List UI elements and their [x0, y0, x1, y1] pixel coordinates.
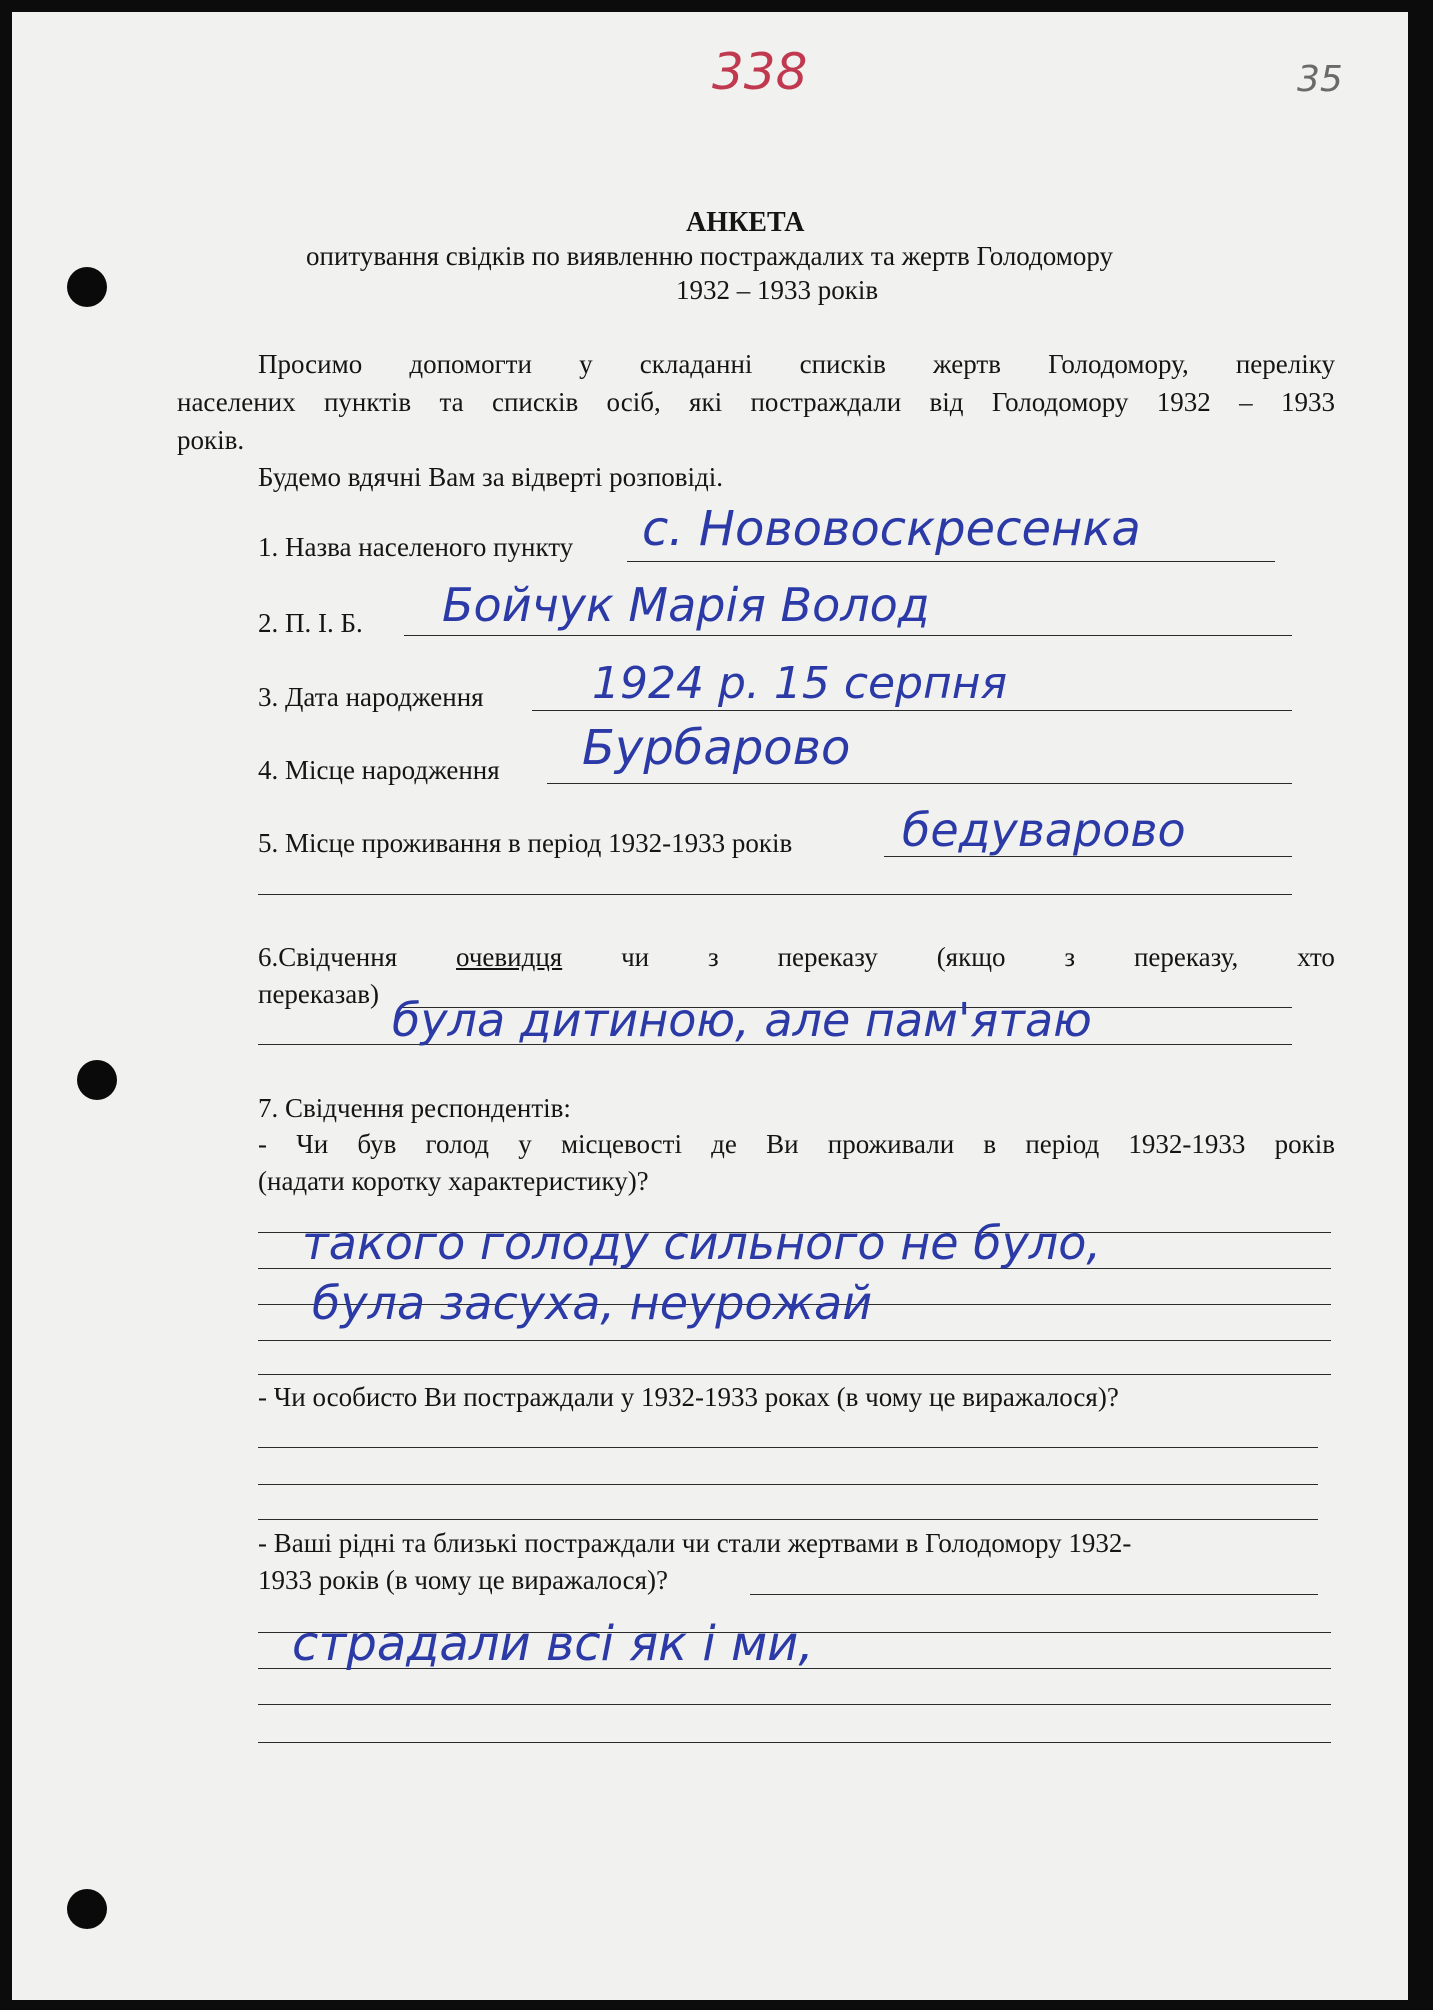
intro-line-1: Просимо допомогти у складанні списків жертв Голодомору, переліку	[258, 349, 1335, 379]
q7c-line-1: - Ваші рідні та близькі постраждали чи стали жертвами в Голодомору 1932-	[258, 1528, 1132, 1558]
settlement-line	[627, 561, 1275, 562]
birth-place-line	[547, 783, 1292, 784]
q6-word-8: переказу,	[1133, 942, 1239, 972]
page-years: 1932 – 1933 років	[676, 275, 879, 305]
q6-word-9: хто	[1297, 942, 1335, 972]
birth-date-line	[532, 710, 1292, 711]
name-value: Бойчук Марія Волод	[442, 578, 930, 632]
q6-line-2: переказав)	[258, 979, 379, 1009]
q7b-answer-line-2	[258, 1484, 1318, 1485]
q6-word-6: (якщо	[936, 942, 1006, 972]
birth-date-value: 1924 р. 15 серпня	[592, 658, 1008, 709]
punch-hole-top	[67, 267, 107, 307]
q7-heading: 7. Свідчення респондентів:	[258, 1093, 571, 1123]
punch-hole-middle	[77, 1060, 117, 1100]
archive-page-number: 338	[712, 43, 808, 101]
q7c-answer: страдали всі як і ми,	[292, 1616, 814, 1672]
q6-word-4: з	[708, 942, 719, 972]
q6-word-3: чи	[621, 942, 650, 972]
birth-place-label: 4. Місце народження	[258, 755, 500, 785]
archive-sheet-number: 35	[1297, 59, 1343, 100]
q7a-answer-1: такого голоду сильного не було,	[302, 1216, 1101, 1270]
q7a-line-2: (надати коротку характеристику)?	[258, 1166, 649, 1196]
settlement-value: с. Нововоскресенка	[642, 501, 1141, 557]
q7a-answer-line-5	[258, 1374, 1331, 1375]
q7b-question: - Чи особисто Ви постраждали у 1932-1933 роках (в чому це виражалося)?	[258, 1382, 1119, 1412]
q6-answer: була дитиною, але пам'ятаю	[392, 993, 1092, 1047]
residence-value: бедуварово	[902, 803, 1186, 857]
q6-word-5: переказу	[777, 942, 878, 972]
residence-label: 5. Місце проживання в період 1932-1933 років	[258, 828, 793, 858]
q6-line-1	[258, 944, 1335, 971]
intro-line-2: населених пунктів та списків осіб, які постраждали від Голодомору 1932 – 1933	[177, 387, 1335, 417]
q6-word-7: з	[1064, 942, 1076, 972]
q6-word-2: очевидця	[456, 942, 563, 972]
q7a-line-1: - Чи був голод у місцевості де Ви проживали в період 1932-1933 років	[258, 1129, 1335, 1159]
page-title: АНКЕТА	[686, 207, 805, 238]
name-label: 2. П. І. Б.	[258, 608, 363, 638]
q7c-answer-line-5	[258, 1742, 1331, 1743]
punch-hole-bottom	[67, 1889, 107, 1929]
q6-word-1: 6.Свідчення	[258, 942, 398, 972]
q7b-answer-line-3	[258, 1519, 1318, 1520]
name-line	[404, 635, 1292, 636]
intro-line-3: років.	[177, 425, 245, 455]
settlement-label: 1. Назва населеного пункту	[258, 532, 574, 562]
q7a-answer-2: була засуха, неурожай	[312, 1276, 873, 1330]
q7c-line-2: 1933 років (в чому це виражалося)?	[258, 1565, 669, 1595]
q7a-answer-line-4	[258, 1340, 1331, 1341]
q7c-answer-line-1	[750, 1594, 1318, 1595]
page-subtitle: опитування свідків по виявленню постраждалих та жертв Голодомору	[306, 241, 1113, 271]
questionnaire-sheet	[12, 12, 1408, 2000]
intro-thanks: Будемо вдячні Вам за відверті розповіді.	[258, 462, 724, 492]
q7b-answer-line-1	[258, 1447, 1318, 1448]
q7c-answer-line-4	[258, 1704, 1331, 1705]
birth-place-value: Бурбарово	[582, 720, 851, 776]
birth-date-label: 3. Дата народження	[258, 682, 484, 712]
residence-line-2	[258, 894, 1292, 895]
